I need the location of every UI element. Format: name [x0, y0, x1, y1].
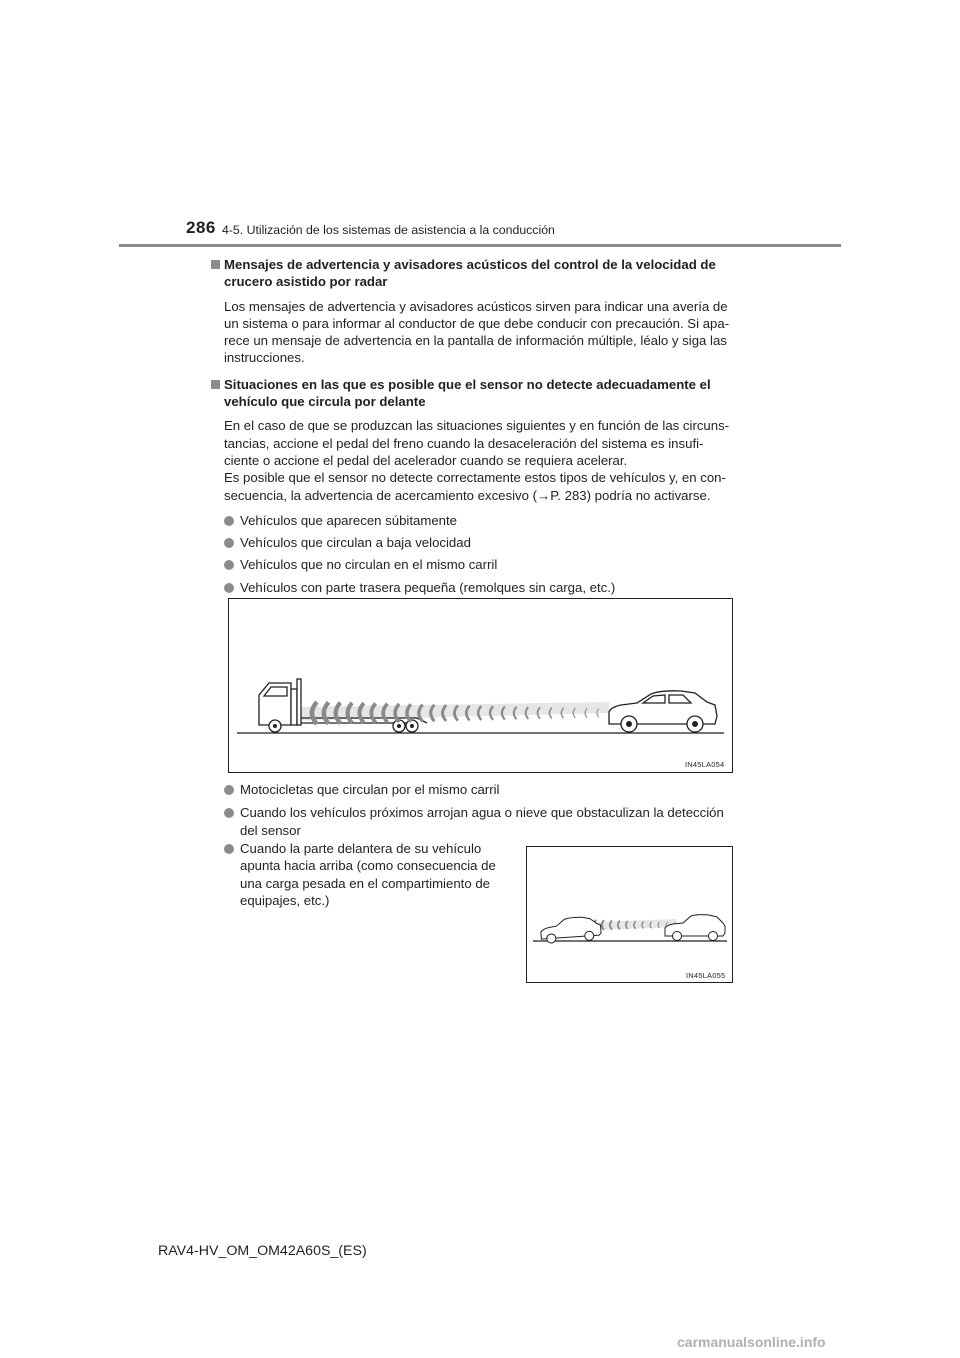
heading-line: Situaciones en las que es posible que el sensor no detecte adecuadamente el: [224, 376, 711, 392]
paragraph-line: instrucciones.: [224, 350, 305, 366]
page-number: 286: [186, 218, 216, 237]
list-item: Vehículos que circulan a baja velocidad: [224, 534, 750, 551]
square-bullet-icon: [211, 260, 220, 269]
bullet-list: [210, 781, 750, 839]
figure-label: IN45LA054: [685, 760, 725, 769]
content-nose-up: [210, 840, 516, 909]
bullet-list: [210, 840, 516, 909]
heading-line: Mensajes de advertencia y avisadores acústicos del control de la velocidad de: [224, 257, 716, 272]
list-item: Cuando los vehículos próximos arrojan agua o nieve que obstaculizan la detección del sensor: [224, 804, 750, 839]
header-rule: [119, 244, 841, 247]
circle-bullet-icon: [224, 538, 234, 548]
section-paragraph: [210, 298, 750, 367]
circle-bullet-icon: [224, 560, 234, 570]
list-item: Vehículos con parte trasera pequeña (remolques sin carga, etc.): [224, 579, 750, 596]
bullet-list: [210, 512, 750, 596]
paragraph-line: tancias, accione el pedal del freno cuando la desaceleración del sistema es insufi-: [224, 435, 704, 451]
paragraph-line: un sistema o para informar al conductor de que debe conducir con precaución. Si apa-: [224, 315, 730, 331]
paragraph-line: ciente o accione el pedal del acelerador cuando se requiera acelerar.: [224, 452, 628, 468]
circle-bullet-icon: [224, 516, 234, 526]
section-heading: [210, 256, 750, 291]
section-paragraph: [210, 417, 750, 503]
paragraph-line: rece un mensaje de advertencia en la pantalla de información múltiple, léalo y siga las: [224, 333, 727, 349]
circle-bullet-icon: [224, 808, 234, 818]
list-item: Vehículos que no circulan en el mismo carril: [224, 556, 750, 573]
nose-up-illustration: [527, 847, 732, 982]
heading-line: crucero asistido por radar: [224, 274, 388, 290]
model-code: RAV4-HV_OM_OM42A60S_(ES): [158, 1243, 367, 1259]
figure-label: IN45LA055: [686, 971, 726, 980]
list-item: Motocicletas que circulan por el mismo carril: [224, 781, 750, 798]
circle-bullet-icon: [224, 785, 234, 795]
paragraph-line: En el caso de que se produzcan las situaciones siguientes y en función de las circuns-: [224, 418, 730, 434]
paragraph-line: secuencia, la advertencia de acercamiento excesivo (→P. 283) podría no activarse.: [224, 487, 711, 503]
section-heading: [210, 376, 750, 411]
truck-trailer-illustration: [229, 599, 732, 772]
circle-bullet-icon: [224, 583, 234, 593]
section-header: 4-5. Utilización de los sistemas de asistencia a la conducción: [222, 223, 555, 237]
list-item: Vehículos que aparecen súbitamente: [224, 512, 750, 529]
heading-line: vehículo que circula por delante: [224, 394, 426, 410]
section-sensor-situations: [210, 376, 750, 596]
main-content: [210, 256, 750, 596]
list-item: Cuando la parte delantera de su vehículo apunta hacia arriba (como consecuencia de una carga pesada en el compartimiento de equipajes, etc.): [224, 840, 516, 909]
figure-truck-trailer: [228, 598, 733, 773]
content-after-figure: [210, 781, 750, 839]
paragraph-line: Los mensajes de advertencia y avisadores acústicos sirven para indicar una avería de: [224, 298, 728, 314]
watermark: carmanualsonline.info: [677, 1334, 826, 1350]
figure-nose-up: [526, 846, 733, 983]
paragraph-line: Es posible que el sensor no detecte correctamente estos tipos de vehículos y, en con-: [224, 470, 726, 486]
square-bullet-icon: [211, 380, 220, 389]
section-warning-messages: [210, 256, 750, 367]
circle-bullet-icon: [224, 844, 234, 854]
